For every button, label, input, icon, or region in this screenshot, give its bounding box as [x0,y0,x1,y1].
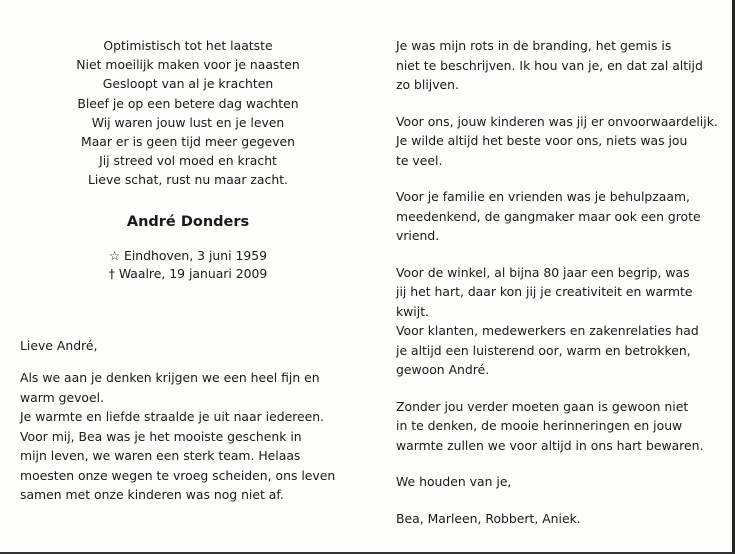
letter-line: Voor je familie en vrienden was je behulpzaam, [396,189,690,204]
letter-line: warm gevoel. [20,389,105,405]
letter-line: in te denken, de mooie herinneringen en jouw [396,418,683,433]
letter-line: Je wilde altijd het beste voor ons, niets was jou [396,133,688,148]
letter-line: Je warmte en liefde straalde je uit naar iedereen. [20,409,325,425]
poem-line: Optimistisch tot het laatste [103,38,273,53]
poem-line: Niet moeilijk maken voor je naasten [76,57,300,73]
letter-line: moesten onze wegen te vroeg scheiden, ons leven [20,467,336,483]
poem [28,36,348,190]
letter-line: Als we aan je denken krijgen we een heel fijn en [20,370,320,386]
letter-line: Voor klanten, medewerkers en zakenrelaties had [396,323,699,338]
letter-line: jij het hart, daar kon jij je creativiteit en warmte [396,284,693,299]
poem-line: Jij streed vol moed en kracht [99,153,277,169]
dates [28,247,348,283]
death-date: † Waalre, 19 januari 2009 [108,265,268,281]
deceased-name: André Donders [126,213,250,230]
letter-line: meedenkend, de gangmaker maar ook een grote [396,208,701,224]
letter-paragraph [396,187,716,246]
letter-line: Bea, Marleen, Robbert, Aniek. [396,510,581,526]
letter-line: niet te beschrijven. Ik hou van je, en dat zal altijd [396,57,703,73]
letter-line: Je was mijn rots in de branding, het gemis is [396,38,672,53]
letter-line: vriend. [396,228,440,243]
left-column [20,36,360,505]
letter-left [20,336,360,505]
letter-line: samen met onze kinderen was nog niet af. [20,487,284,503]
birth-date: ☆ Eindhoven, 3 juni 1959 [108,247,268,263]
letter-paragraph [396,36,716,95]
letter-paragraph [20,368,360,505]
letter-paragraph [396,112,716,171]
letter-paragraph [396,263,716,380]
signatures [396,509,716,529]
letter-line: je altijd een luisterend oor, warm en betrokken, [396,342,691,358]
right-column [396,36,716,528]
poem-line: Bleef je op een betere dag wachten [77,95,299,111]
letter-line: zo blijven. [396,77,459,92]
letter-line: kwijt. [396,303,429,319]
letter-line: Voor ons, jouw kinderen was jij er onvoorwaardelijk. [396,113,718,129]
poem-line: Lieve schat, rust nu maar zacht. [87,172,288,188]
letter-line: Voor mij, Bea was je het mooiste geschenk in [20,428,302,444]
letter-line: Voor de winkel, al bijna 80 jaar een begrip, was [396,264,690,280]
letter-line: Zonder jou verder moeten gaan is gewoon niet [396,398,689,414]
poem-line: Maar er is geen tijd meer gegeven [81,134,295,150]
letter-line: te veel. [396,152,443,168]
poem-line: Wij waren jouw lust en je leven [91,114,285,130]
letter-line: We houden van je, [396,474,512,489]
poem-line: Gesloopt van al je krachten [102,76,274,92]
closing [396,472,716,492]
letter-paragraph [396,397,716,456]
letter-line: gewoon André. [396,362,490,377]
letter-line: mijn leven, we waren een sterk team. Helaas [20,448,301,464]
letter-line: warmte zullen we voor altijd in ons hart bewaren. [396,437,704,453]
greeting: Lieve André, [20,337,98,353]
